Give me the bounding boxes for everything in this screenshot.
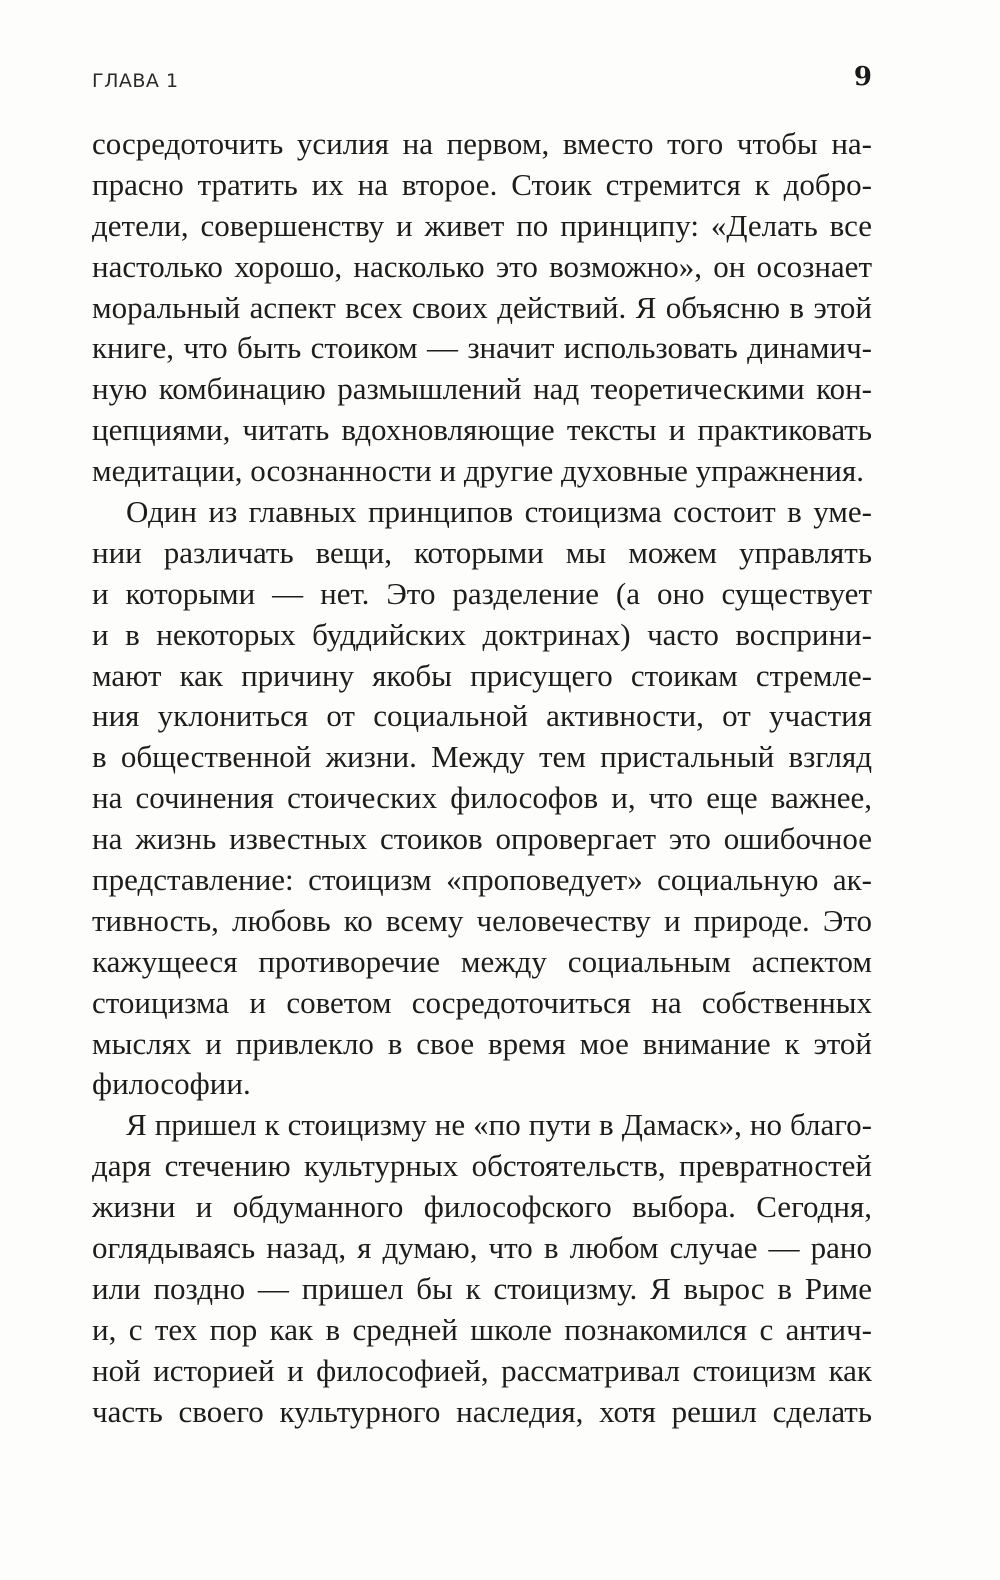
text-line: представление: стоицизм «проповедует» социальную ак- bbox=[92, 862, 872, 898]
text-line: философии. bbox=[92, 1066, 251, 1102]
text-line: жизни и обдуманного философского выбора. Сегодня, bbox=[92, 1189, 872, 1225]
text-line: цепциями, читать вдохновляющие тексты и практиковать bbox=[92, 412, 872, 448]
text-line: нии различать вещи, которыми мы можем управлять bbox=[92, 534, 872, 570]
text-line: тивность, любовь ко всему человечеству и природе. Это bbox=[92, 902, 872, 938]
text-line: мыслях и привлекло в свое время мое внимание к этой bbox=[92, 1025, 872, 1061]
text-line: настолько хорошо, насколько это возможно», он осознает bbox=[92, 248, 872, 284]
text-line: даря стечению культурных обстоятельств, превратностей bbox=[92, 1148, 872, 1184]
text-line: ной историей и философией, рассматривал стоицизм как bbox=[92, 1352, 872, 1388]
text-body bbox=[92, 124, 872, 1433]
text-line: на сочинения стоических философов и, что еще важнее, bbox=[92, 780, 872, 816]
text-line: Один из главных принципов стоицизма состоит в уме- bbox=[126, 494, 872, 530]
text-line: ную комбинацию размышлений над теоретическими кон- bbox=[92, 371, 872, 407]
text-line: медитации, осознанности и другие духовные упражнения. bbox=[92, 453, 864, 489]
text-line: детели, совершенству и живет по принципу: «Делать все bbox=[92, 207, 872, 243]
text-line: или поздно — пришел бы к стоицизму. Я вырос в Риме bbox=[92, 1270, 872, 1306]
text-line: книге, что быть стоиком — значит использовать динамич- bbox=[92, 330, 872, 366]
text-line: стоицизма и советом сосредоточиться на собственных bbox=[92, 984, 872, 1020]
text-line: прасно тратить их на второе. Стоик стремится к добро- bbox=[92, 166, 872, 202]
text-line: кажущееся противоречие между социальным аспектом bbox=[92, 943, 872, 979]
paragraph bbox=[92, 124, 872, 492]
text-line: сосредоточить усилия на первом, вместо того чтобы на- bbox=[92, 126, 872, 161]
text-line: и которыми — нет. Это разделение (а оно существует bbox=[92, 575, 872, 611]
text-line: и в некоторых буддийских доктринах) часто восприни- bbox=[92, 616, 872, 652]
text-line: оглядываясь назад, я думаю, что в любом случае — рано bbox=[92, 1230, 872, 1266]
page-header bbox=[92, 62, 872, 102]
text-line: Я пришел к стоицизму не «по пути в Дамаск», но благо- bbox=[126, 1107, 872, 1143]
text-line: и, с тех пор как в средней школе познакомился с антич- bbox=[92, 1311, 872, 1347]
text-line: ния уклониться от социальной активности, от участия bbox=[92, 698, 872, 734]
running-head: ГЛАВА 1 bbox=[92, 70, 179, 92]
page-number: 9 bbox=[853, 62, 872, 92]
paragraph bbox=[92, 1105, 872, 1432]
text-line: моральный аспект всех своих действий. Я объясню в этой bbox=[92, 289, 872, 325]
text-line: на жизнь известных стоиков опровергает это ошибочное bbox=[92, 821, 872, 857]
text-line: часть своего культурного наследия, хотя решил сделать bbox=[92, 1393, 872, 1429]
paragraph bbox=[92, 492, 872, 1105]
text-line: мают как причину якобы присущего стоикам стремле- bbox=[92, 657, 872, 693]
text-line: в общественной жизни. Между тем пристальный взгляд bbox=[92, 739, 872, 775]
